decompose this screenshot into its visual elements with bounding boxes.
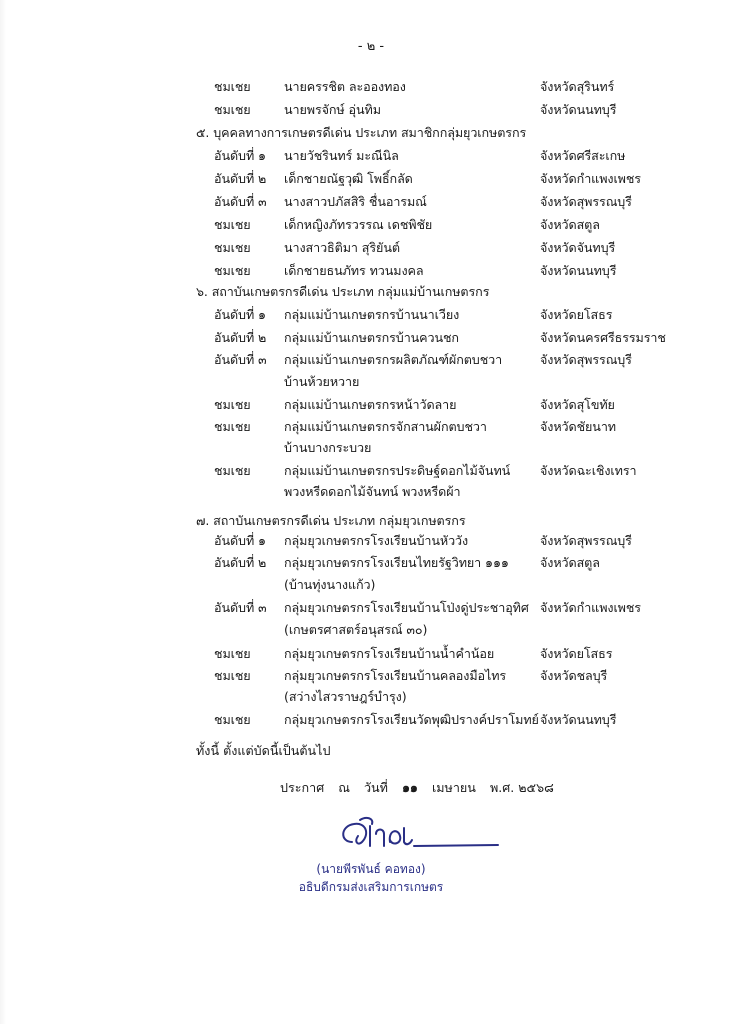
date-month: เมษายน [431,780,476,795]
province: จังหวัดสุโขทัย [540,397,615,412]
awardee-name: กลุ่มแม่บ้านเกษตรกรหน้าวัดลาย [284,397,457,412]
awardee-name-continued: (เกษตรศาสตร์อนุสรณ์ ๓๐) [284,622,428,637]
awardee-name: กลุ่มยุวเกษตรกรโรงเรียนบ้านหัววัง [284,533,469,548]
awardee-name-continued: (บ้านทุ่งนางแก้ว) [284,577,376,592]
rank-label: อันดับที่ ๑ [214,533,266,548]
awardee-name-continued: (สว่างไสวราษฎร์บำรุง) [284,689,407,704]
awardee-name: กลุ่มแม่บ้านเกษตรกรบ้านนาเวียง [284,307,460,322]
province: จังหวัดกำแพงเพชร [540,600,641,615]
signatory-name: (นายพีรพันธ์ คอทอง) [316,862,426,876]
rank-label: อันดับที่ ๑ [214,307,266,322]
awardee-name: นายครรชิต ละอองทอง [284,79,406,94]
date-prefix: ประกาศ [280,780,325,795]
province: จังหวัดนนทบุรี [540,263,617,278]
rank-label: อันดับที่ ๓ [214,600,267,615]
rank-label: อันดับที่ ๒ [214,330,267,345]
rank-label: อันดับที่ ๒ [214,171,267,186]
date-year: พ.ศ. ๒๕๖๘ [489,780,554,795]
rank-label: ชมเชย [214,102,251,117]
awardee-name: เด็กหญิงภัทรวรรณ เดชพิชัย [284,217,433,232]
province: จังหวัดนนทบุรี [540,712,617,727]
awardee-name: กลุ่มยุวเกษตรกรโรงเรียนวัดพุฒิปรางค์ปราโมทย์ [284,712,539,727]
province: จังหวัดยโสธร [540,307,613,322]
province: จังหวัดสุพรรณบุรี [540,194,632,209]
handwritten-signature [330,812,510,860]
province: จังหวัดสตูล [540,217,600,232]
rank-label: ชมเชย [214,79,251,94]
section-heading: ๕. บุคคลทางการเกษตรดีเด่น ประเภท สมาชิกกลุ่มยุวเกษตรกร [196,125,527,140]
awardee-name: กลุ่มยุวเกษตรกรโรงเรียนไทยรัฐวิทยา ๑๑๑ [284,555,509,570]
province: จังหวัดชัยนาท [540,419,616,434]
awardee-name: กลุ่มแม่บ้านเกษตรกรจักสานผักตบชวา [284,419,487,434]
province: จังหวัดสุพรรณบุรี [540,533,632,548]
province: จังหวัดสุรินทร์ [540,79,615,94]
rank-label: อันดับที่ ๓ [214,194,267,209]
awardee-name-continued: บ้านบางกระบวย [284,440,372,455]
signatory-title: อธิบดีกรมส่งเสริมการเกษตร [298,880,444,894]
awardee-name: กลุ่มยุวเกษตรกรโรงเรียนบ้านโป่งดู่ประชาอุทิศ [284,600,529,615]
awardee-name: กลุ่มแม่บ้านเกษตรกรผลิตภัณฑ์ผักตบชวา [284,352,503,367]
rank-label: อันดับที่ ๓ [214,352,267,367]
rank-label: อันดับที่ ๑ [214,148,266,163]
rank-label: ชมเชย [214,263,251,278]
awardee-name-continued: พวงหรีดดอกไม้จันทน์ พวงหรีดผ้า [284,484,461,499]
signature-icon [330,812,510,860]
awardee-name: นายวัชรินทร์ มะณีนิล [284,148,399,163]
awardee-name: นายพรจักษ์ อุ่นทิม [284,102,381,117]
province: จังหวัดสตูล [540,555,600,570]
announcement-date [280,778,564,798]
section-heading: ๗. สถาบันเกษตรกรดีเด่น ประเภท กลุ่มยุวเกษตรกร [196,513,466,528]
province: จังหวัดชลบุรี [540,668,608,683]
section-heading: ๖. สถาบันเกษตรกรดีเด่น ประเภท กลุ่มแม่บ้านเกษตรกร [196,284,490,299]
province: จังหวัดสุพรรณบุรี [540,352,632,367]
province: จังหวัดนครศรีธรรมราช [540,330,666,345]
province: จังหวัดศรีสะเกษ [540,148,626,163]
rank-label: ชมเชย [214,240,251,255]
date-day-label: วันที่ [363,780,388,795]
awardee-name: กลุ่มแม่บ้านเกษตรกรประดิษฐ์ดอกไม้จันทน์ [284,463,511,478]
awardee-name: นางสาวธิติมา สุริยันต์ [284,240,400,255]
rank-label: ชมเชย [214,646,251,661]
closing-statement: ทั้งนี้ ตั้งแต่บัดนี้เป็นต้นไป [196,743,331,758]
province: จังหวัดฉะเชิงเทรา [540,463,637,478]
awardee-name: เด็กชายณัฐวุฒิ โพธิ์กลัด [284,171,413,186]
rank-label: ชมเชย [214,217,251,232]
province: จังหวัดกำแพงเพชร [540,171,641,186]
awardee-name: เด็กชายธนภัทร ทวนมงคล [284,263,424,278]
rank-label: ชมเชย [214,712,251,727]
date-day: ๑๑ [401,780,418,795]
rank-label: ชมเชย [214,463,251,478]
awardee-name: กลุ่มยุวเกษตรกรโรงเรียนบ้านคลองมือไทร [284,668,507,683]
province: จังหวัดยโสธร [540,646,613,661]
rank-label: ชมเชย [214,397,251,412]
awardee-name: กลุ่มแม่บ้านเกษตรกรบ้านควนชก [284,330,459,345]
date-at: ณ [338,780,350,795]
rank-label: ชมเชย [214,419,251,434]
province: จังหวัดจันทบุรี [540,240,616,255]
awardee-name: นางสาวปภัสสิริ ชื่นอารมณ์ [284,194,427,209]
awardee-name: กลุ่มยุวเกษตรกรโรงเรียนบ้านน้ำคำน้อย [284,646,495,661]
page-number: - ๒ - [357,39,385,54]
province: จังหวัดนนทบุรี [540,102,617,117]
rank-label: อันดับที่ ๒ [214,555,267,570]
awardee-name-continued: บ้านห้วยหวาย [284,374,360,389]
rank-label: ชมเชย [214,668,251,683]
